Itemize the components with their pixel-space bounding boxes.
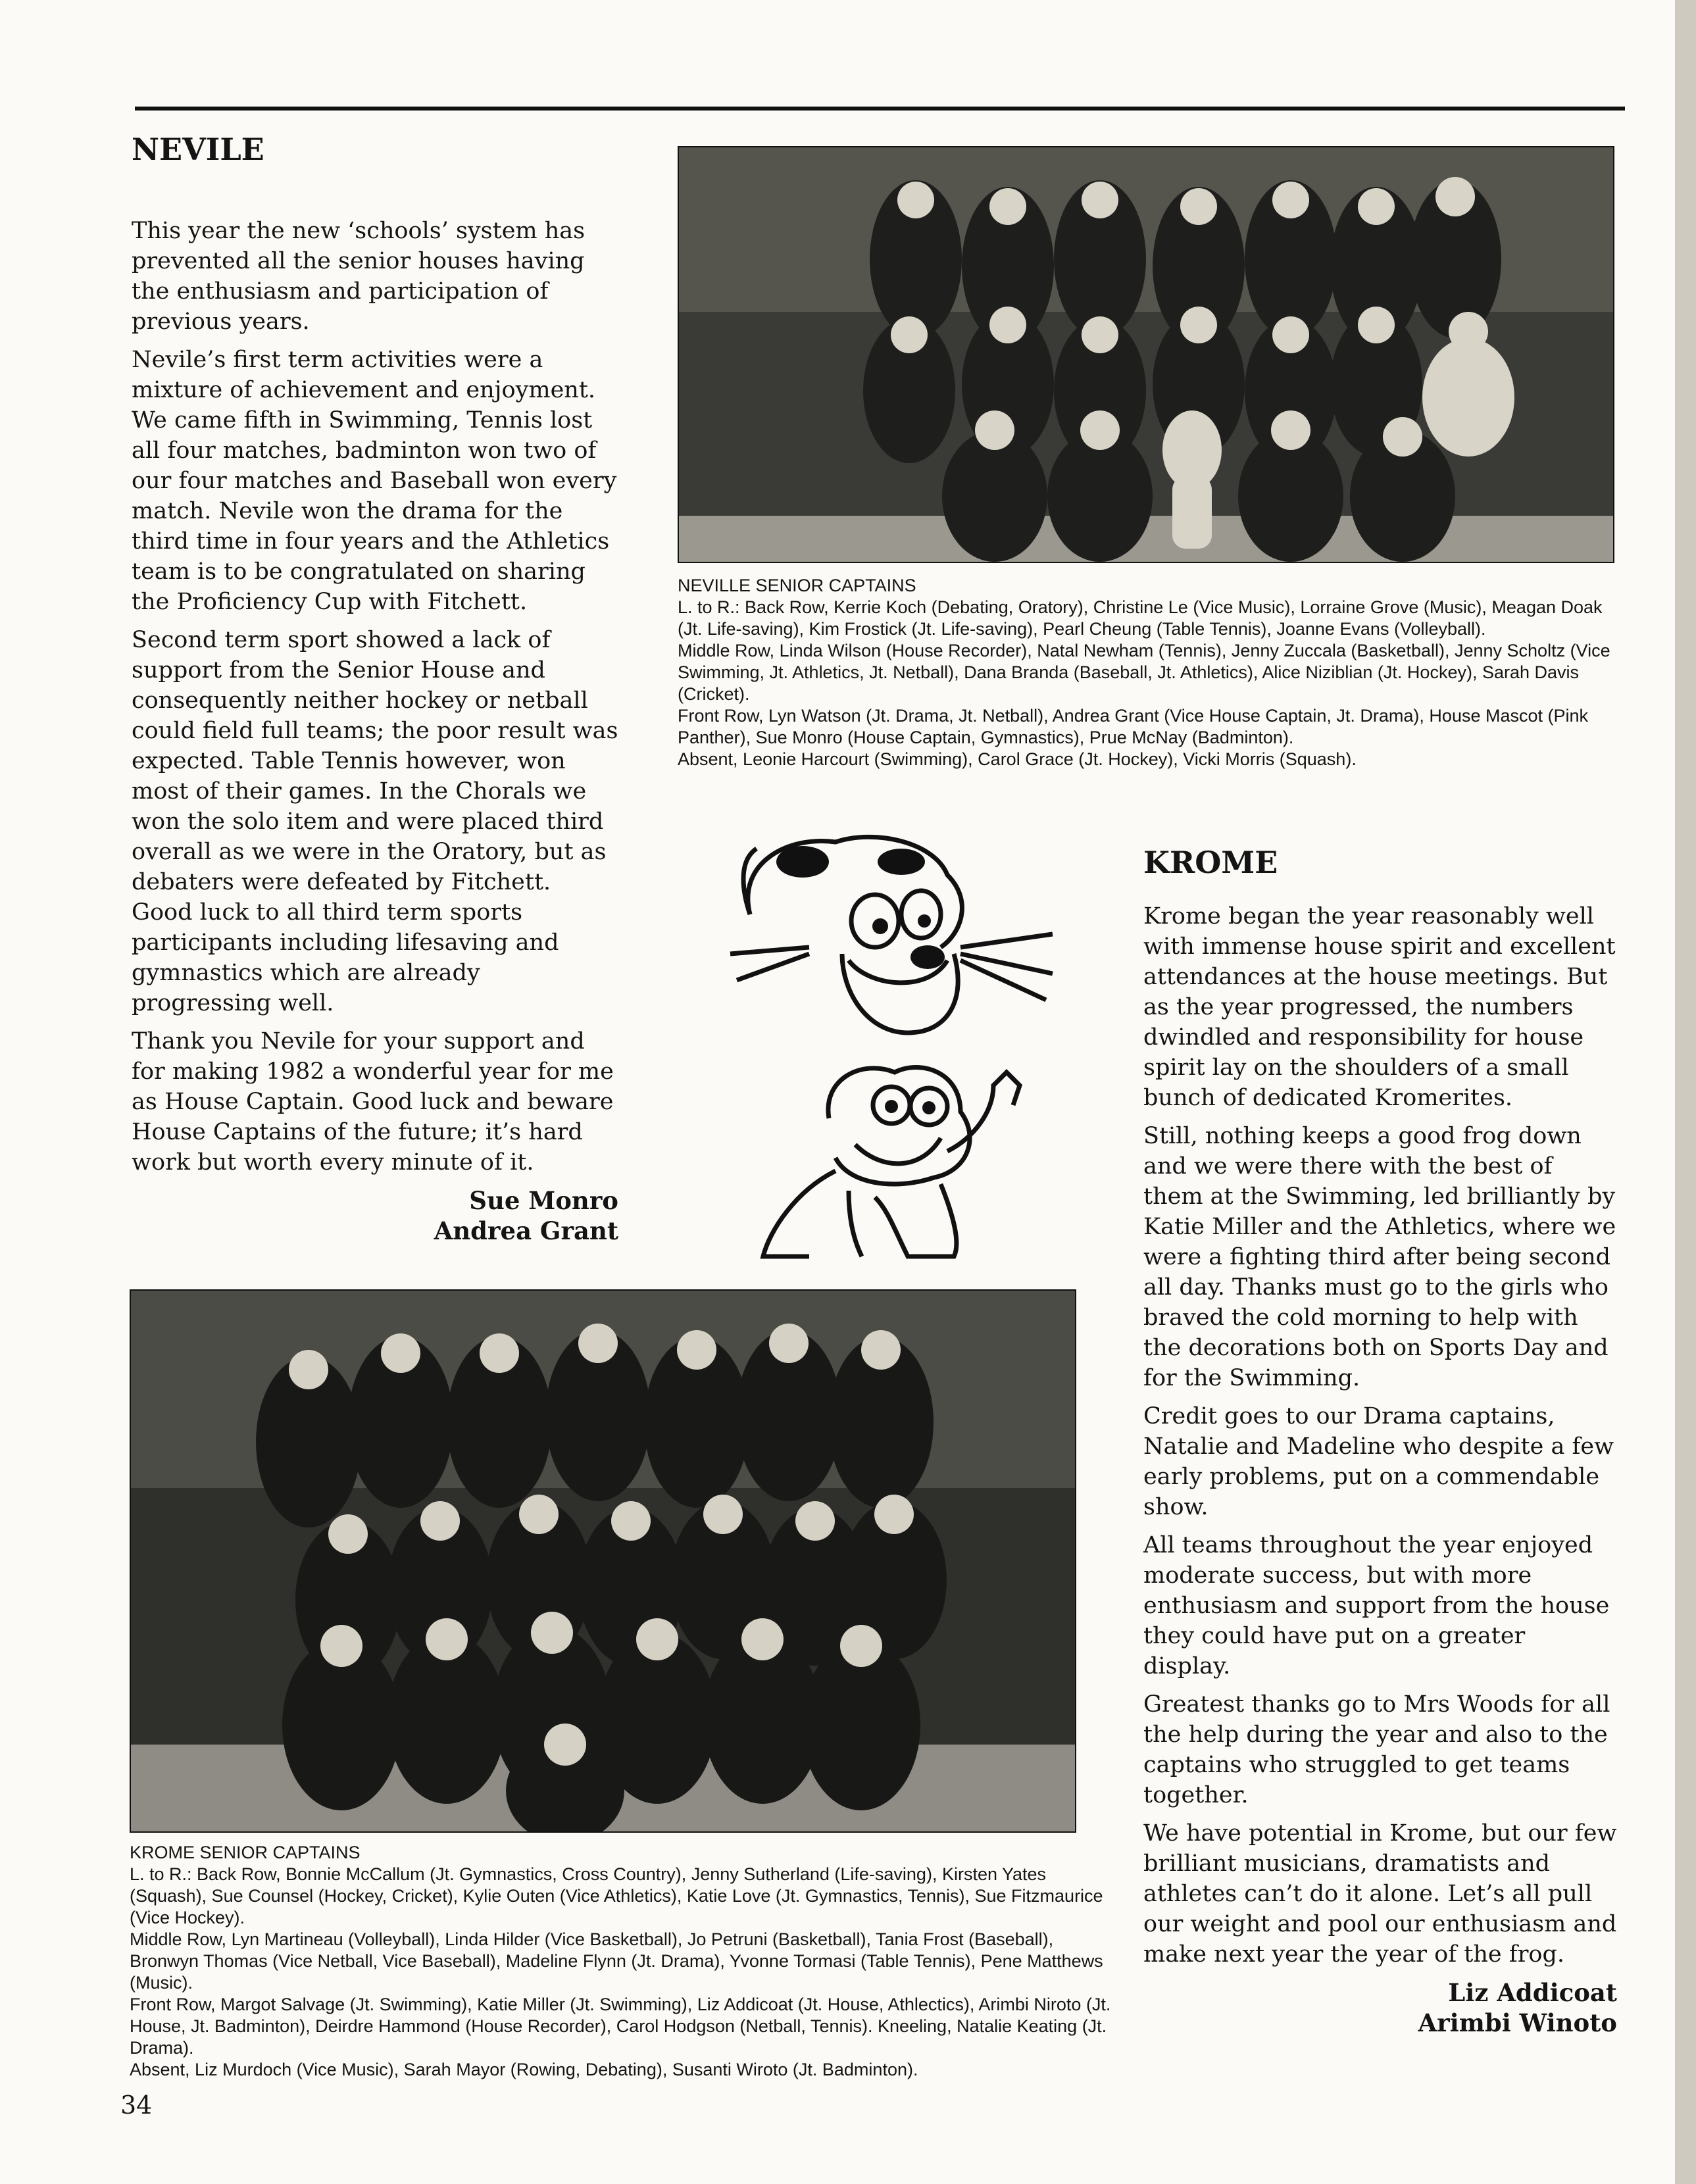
krome-caption-line-2: Middle Row, Lyn Martineau (Volleyball), Linda Hilder (Vice Basketball), Jo Petruni (Basketball), Tania Frost (Baseball), Bronwyn Thomas (Vice Netball, Vice Baseball), Madeline Flynn (Jt. Drama), Yvonne Tormasi (Table Tennis), Pene Matthews (Music). (130, 1929, 1103, 1993)
krome-caption-title: KROME SENIOR CAPTAINS (130, 1843, 361, 1862)
nevile-paragraph-2: Nevile’s first term activities were a mixture of achievement and enjoyment. We came fifth in Swimming, Tennis lost all four matches, badminton won two of our four matches and Baseball won every match. Nevile won the drama for the third time in four years and the Athletics team is to be congratulated on sharing the Proficiency Cup with Fitchett. (132, 347, 617, 615)
krome-paragraph-1: Krome began the year reasonably well with immense house spirit and excellent attendances at the house meetings. But as the year progressed, the numbers dwindled and responsibility for house spirit lay on the shoulders of a small bunch of dedicated Kromerites. (1143, 903, 1616, 1111)
nevile-body (132, 216, 618, 1246)
krome-paragraph-2: Still, nothing keeps a good frog down and we were there with the best of them at the Swimming, led brilliantly by Katie Miller and the Athletics, where we were a fighting third after being second all day. Thanks must go to the girls who braved the cold morning to help with the decorations both on Sports Day and for the Swimming. (1143, 1123, 1616, 1391)
frog-cartoon (743, 1059, 1085, 1270)
krome-paragraph-6: We have potential in Krome, but our few brilliant musicians, dramatists and athletes can’t do it alone. Let’s all pull our weight and pool our enthusiasm and make next year the year of the frog. (1143, 1820, 1617, 1968)
nevile-heading: NEVILE (132, 132, 264, 167)
krome-heading: KROME (1143, 845, 1278, 880)
krome-paragraph-4: All teams throughout the year enjoyed moderate success, but with more enthusiasm and support from the house they could have put on a greater display. (1143, 1532, 1610, 1679)
neville-group-photo (678, 146, 1614, 563)
krome-paragraph-3: Credit goes to our Drama captains, Natalie and Madeline who despite a few early problems, put on a commendable show. (1143, 1403, 1614, 1520)
neville-caption-title: NEVILLE SENIOR CAPTAINS (678, 576, 916, 595)
neville-caption (678, 575, 1625, 770)
nevile-signature-1: Sue Monro (469, 1186, 618, 1215)
krome-signature-1: Liz Addicoat (1448, 1978, 1617, 2007)
panther-cartoon (711, 822, 1066, 1053)
top-rule (135, 107, 1625, 111)
nevile-signature-2: Andrea Grant (434, 1216, 618, 1245)
krome-caption-line-3: Front Row, Margot Salvage (Jt. Swimming), Katie Miller (Jt. Swimming), Liz Addicoat (Jt. House, Athlectics), Arimbi Niroto (Jt. House, Jt. Badminton), Deirdre Hammond (House Recorder), Carol Hodgson (Netball, Tennis). Kneeling, Natalie Keating (Jt. Drama). (130, 1995, 1111, 2058)
neville-caption-line-4: Absent, Leonie Harcourt (Swimming), Carol Grace (Jt. Hockey), Vicki Morris (Squash). (678, 749, 1357, 769)
nevile-paragraph-4: Thank you Nevile for your support and for making 1982 a wonderful year for me as House Captain. Good luck and beware House Captains of the future; it’s hard work but worth every minute of it. (132, 1028, 614, 1176)
page-number: 34 (120, 2091, 153, 2120)
neville-caption-line-3: Front Row, Lyn Watson (Jt. Drama, Jt. Netball), Andrea Grant (Vice House Captain, Jt. Drama), House Mascot (Pink Panther), Sue Monro (House Captain, Gymnastics), Prue McNay (Badminton). (678, 706, 1589, 747)
neville-caption-line-2: Middle Row, Linda Wilson (House Recorder), Natal Newham (Tennis), Jenny Zuccala (Basketball), Jenny Scholtz (Vice Swimming, Jt. Athletics, Jt. Netball), Dana Branda (Baseball, Jt. Athletics), Alice Niziblian (Jt. Hockey), Sarah Davis (Cricket). (678, 641, 1610, 704)
page-edge (1675, 0, 1696, 2184)
krome-paragraph-5: Greatest thanks go to Mrs Woods for all the help during the year and also to the captains who struggled to get teams together. (1143, 1691, 1610, 1808)
krome-body (1143, 901, 1617, 2038)
krome-caption (130, 1842, 1116, 2081)
nevile-paragraph-1: This year the new ‘schools’ system has prevented all the senior houses having the enthusiasm and participation of previous years. (132, 218, 586, 335)
neville-caption-line-1: L. to R.: Back Row, Kerrie Koch (Debating, Oratory), Christine Le (Vice Music), Lorraine Grove (Music), Meagan Doak (Jt. Life-saving), Kim Frostick (Jt. Life-saving), Pearl Cheung (Table Tennis), Joanne Evans (Volleyball). (678, 597, 1603, 639)
nevile-paragraph-3: Second term sport showed a lack of support from the Senior House and consequently neither hockey or netball could field full teams; the poor result was expected. Table Tennis however, won most of their games. In the Chorals we won the solo item and were placed third overall as we were in the Oratory, but as debaters were defeated by Fitchett. Good luck to all third term sports participants including lifesaving and gymnastics which are already progressing well. (132, 627, 618, 1016)
krome-signature-2: Arimbi Winoto (1418, 2008, 1617, 2037)
krome-caption-line-4: Absent, Liz Murdoch (Vice Music), Sarah Mayor (Rowing, Debating), Susanti Wiroto (Jt. Badminton). (130, 2060, 918, 2079)
krome-group-photo (130, 1289, 1076, 1833)
krome-caption-line-1: L. to R.: Back Row, Bonnie McCallum (Jt. Gymnastics, Cross Country), Jenny Sutherland (Life-saving), Kirsten Yates (Squash), Sue Counsel (Hockey, Cricket), Kylie Outen (Vice Athletics), Katie Love (Jt. Gymnastics, Tennis), Sue Fitzmaurice (Vice Hockey). (130, 1864, 1103, 1927)
